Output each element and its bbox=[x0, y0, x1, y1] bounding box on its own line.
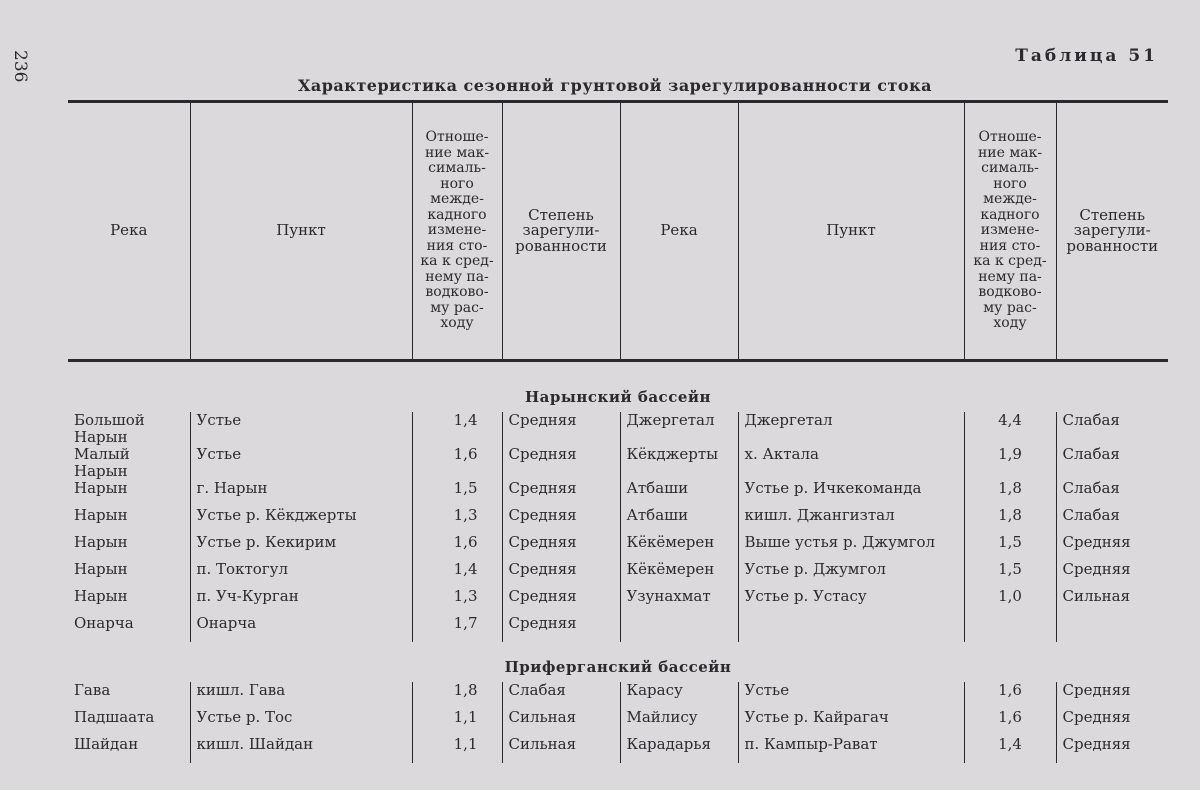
ratio-cell bbox=[964, 615, 1056, 642]
ratio-cell: 1,7 bbox=[412, 615, 502, 642]
ratio-cell: 1,6 bbox=[964, 709, 1056, 736]
table-row bbox=[68, 534, 1168, 561]
river-cell: Узунахмат bbox=[620, 588, 738, 615]
table-row bbox=[68, 615, 1168, 642]
point-cell: кишл. Шайдан bbox=[190, 736, 412, 763]
section-row bbox=[68, 372, 1168, 412]
river-cell: Падшаата bbox=[74, 708, 155, 726]
table-row bbox=[68, 480, 1168, 507]
point-cell: Устье р. Кайрагач bbox=[738, 709, 964, 736]
table-row bbox=[68, 682, 1168, 709]
point-cell: кишл. Джангизтал bbox=[738, 507, 964, 534]
degree-cell: Средняя bbox=[1056, 736, 1168, 763]
ratio-cell: 1,5 bbox=[412, 480, 502, 507]
table-body bbox=[68, 361, 1168, 764]
degree-cell: Средняя bbox=[502, 561, 620, 588]
point-cell: п. Уч-Курган bbox=[190, 588, 412, 615]
header-row bbox=[68, 102, 1168, 361]
point-cell: г. Нарын bbox=[190, 480, 412, 507]
river-cell: Малый Нарын bbox=[74, 445, 130, 480]
point-cell: п. Кампыр-Рават bbox=[738, 736, 964, 763]
river-cell: Карасу bbox=[620, 682, 738, 709]
ratio-cell: 1,9 bbox=[964, 446, 1056, 480]
river-cell: Гава bbox=[74, 681, 111, 699]
ratio-cell: 1,1 bbox=[412, 709, 502, 736]
point-cell: Онарча bbox=[190, 615, 412, 642]
header-river: Река bbox=[620, 102, 738, 361]
header-ratio: Отноше- ние мак- сималь- ного межде- кадного измене- ния сто- ка к сред- нему па- водково- му рас- ходу bbox=[412, 102, 502, 361]
header-river: Река bbox=[110, 221, 148, 240]
river-cell: Нарын bbox=[74, 479, 128, 497]
point-cell: п. Токтогул bbox=[190, 561, 412, 588]
section-heading: Нарынский бассейн bbox=[525, 388, 711, 406]
section-heading: Приферганский бассейн bbox=[504, 658, 732, 676]
point-cell: Устье bbox=[738, 682, 964, 709]
table-row bbox=[68, 709, 1168, 736]
section-row bbox=[68, 642, 1168, 682]
ratio-cell: 1,1 bbox=[412, 736, 502, 763]
degree-cell: Слабая bbox=[1056, 412, 1168, 446]
river-cell: Шайдан bbox=[74, 735, 139, 753]
river-cell: Кёкджерты bbox=[620, 446, 738, 480]
header-point: Пункт bbox=[190, 102, 412, 361]
river-cell: Майлису bbox=[620, 709, 738, 736]
river-cell: Кёкёмерен bbox=[620, 534, 738, 561]
degree-cell: Средняя bbox=[502, 507, 620, 534]
ratio-cell: 1,3 bbox=[412, 507, 502, 534]
ratio-cell: 1,6 bbox=[412, 446, 502, 480]
point-cell: Устье р. Джумгол bbox=[738, 561, 964, 588]
degree-cell: Слабая bbox=[502, 682, 620, 709]
ratio-cell: 1,8 bbox=[412, 682, 502, 709]
ratio-cell: 1,6 bbox=[412, 534, 502, 561]
degree-cell: Средняя bbox=[502, 412, 620, 446]
river-cell: Атбаши bbox=[620, 507, 738, 534]
ratio-cell: 1,4 bbox=[964, 736, 1056, 763]
header-degree: Степень зарегули- рованности bbox=[1056, 102, 1168, 361]
ratio-cell: 1,8 bbox=[964, 480, 1056, 507]
river-cell: Нарын bbox=[74, 587, 128, 605]
table-row bbox=[68, 446, 1168, 480]
table-label: Таблица 51 bbox=[1015, 46, 1158, 66]
degree-cell: Средняя bbox=[1056, 709, 1168, 736]
river-cell: Кёкёмерен bbox=[620, 561, 738, 588]
header-ratio: Отноше- ние мак- сималь- ного межде- кадного измене- ния сто- ка к сред- нему па- водково- му рас- ходу bbox=[964, 102, 1056, 361]
ratio-cell: 1,5 bbox=[964, 534, 1056, 561]
table-row bbox=[68, 736, 1168, 763]
degree-cell bbox=[1056, 615, 1168, 642]
river-cell: Большой Нарын bbox=[74, 411, 145, 446]
ratio-cell: 4,4 bbox=[964, 412, 1056, 446]
river-cell: Нарын bbox=[74, 533, 128, 551]
degree-cell: Средняя bbox=[502, 446, 620, 480]
river-cell: Нарын bbox=[74, 506, 128, 524]
point-cell: Устье р. Кекирим bbox=[190, 534, 412, 561]
ratio-cell: 1,6 bbox=[964, 682, 1056, 709]
degree-cell: Слабая bbox=[1056, 507, 1168, 534]
degree-cell: Средняя bbox=[502, 480, 620, 507]
table-row bbox=[68, 507, 1168, 534]
river-cell: Онарча bbox=[74, 614, 134, 632]
ratio-cell: 1,8 bbox=[964, 507, 1056, 534]
degree-cell: Сильная bbox=[502, 709, 620, 736]
ratio-cell: 1,0 bbox=[964, 588, 1056, 615]
degree-cell: Средняя bbox=[502, 615, 620, 642]
point-cell: Устье р. Ичкекоманда bbox=[738, 480, 964, 507]
degree-cell: Средняя bbox=[502, 588, 620, 615]
point-cell: Выше устья р. Джумгол bbox=[738, 534, 964, 561]
point-cell: Джергетал bbox=[738, 412, 964, 446]
table-row bbox=[68, 588, 1168, 615]
ratio-cell: 1,4 bbox=[412, 561, 502, 588]
degree-cell: Средняя bbox=[502, 534, 620, 561]
degree-cell: Средняя bbox=[1056, 682, 1168, 709]
header-point: Пункт bbox=[738, 102, 964, 361]
point-cell bbox=[738, 615, 964, 642]
point-cell: Устье bbox=[190, 412, 412, 446]
river-cell: Атбаши bbox=[620, 480, 738, 507]
point-cell: Устье р. Кёкджерты bbox=[190, 507, 412, 534]
river-cell bbox=[620, 615, 738, 642]
ratio-cell: 1,5 bbox=[964, 561, 1056, 588]
page-number: 236 bbox=[10, 50, 30, 83]
data-table bbox=[68, 100, 1168, 763]
degree-cell: Слабая bbox=[1056, 480, 1168, 507]
river-cell: Карадарья bbox=[620, 736, 738, 763]
degree-cell: Средняя bbox=[1056, 561, 1168, 588]
table-title: Характеристика сезонной грунтовой зарегулированности стока bbox=[297, 76, 933, 95]
point-cell: Устье bbox=[190, 446, 412, 480]
river-cell: Джергетал bbox=[620, 412, 738, 446]
point-cell: Устье р. Устасу bbox=[738, 588, 964, 615]
ratio-cell: 1,4 bbox=[412, 412, 502, 446]
ratio-cell: 1,3 bbox=[412, 588, 502, 615]
point-cell: кишл. Гава bbox=[190, 682, 412, 709]
header-degree: Степень зарегули- рованности bbox=[502, 102, 620, 361]
point-cell: х. Актала bbox=[738, 446, 964, 480]
degree-cell: Средняя bbox=[1056, 534, 1168, 561]
degree-cell: Слабая bbox=[1056, 446, 1168, 480]
point-cell: Устье р. Тос bbox=[190, 709, 412, 736]
table-row bbox=[68, 561, 1168, 588]
river-cell: Нарын bbox=[74, 560, 128, 578]
table-row bbox=[68, 412, 1168, 446]
degree-cell: Сильная bbox=[1056, 588, 1168, 615]
degree-cell: Сильная bbox=[502, 736, 620, 763]
